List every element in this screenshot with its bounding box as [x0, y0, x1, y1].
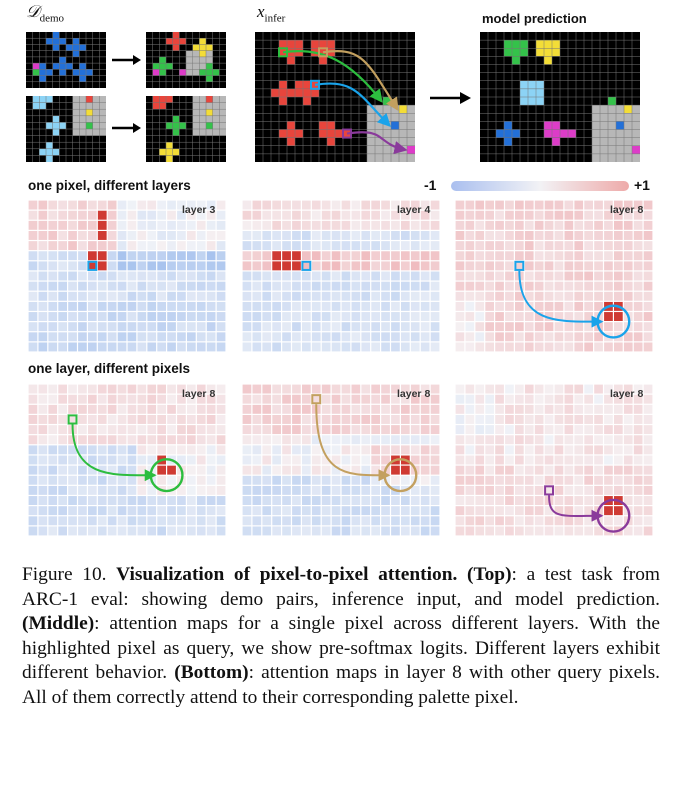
colorbar-max-label: +1 — [634, 177, 650, 193]
caption-middle-bold: (Middle) — [22, 613, 95, 635]
figure-caption — [22, 563, 660, 711]
inference-arrow — [430, 91, 472, 105]
bottom-section-title: one layer, different pixels — [28, 361, 191, 376]
attention-map-layer-3 — [28, 200, 226, 352]
demo-arrow-2 — [112, 122, 142, 134]
demo-arrow-1 — [112, 54, 142, 66]
demo-label — [26, 2, 64, 24]
caption-bottom-text: : attention maps in layer 8 with other query pixels. All of them correctly attend to their corresponding palette pixel. — [22, 662, 660, 708]
prediction-label: model prediction — [482, 11, 587, 26]
demo-subscript: demo — [39, 12, 65, 25]
attention-map-green-query — [28, 384, 226, 536]
caption-bottom-bold: (Bottom) — [174, 662, 249, 684]
layer-tag: layer 8 — [182, 388, 216, 400]
layer-tag: layer 8 — [397, 388, 431, 400]
layer-tag: layer 3 — [182, 204, 216, 216]
caption-prefix: Figure 10. — [22, 564, 117, 585]
caption-title: Visualization of pixel-to-pixel attention. — [116, 564, 458, 585]
attention-map-tan-query — [242, 384, 440, 536]
colorbar-min-label: -1 — [424, 177, 437, 193]
demo-output-2 — [146, 96, 226, 162]
layer-tag: layer 8 — [610, 388, 644, 400]
attention-map-purple-query — [455, 384, 653, 536]
infer-subscript: infer — [264, 12, 286, 25]
demo-symbol: 𝒟 — [26, 2, 40, 21]
layer-tag: layer 4 — [397, 204, 431, 216]
inference-input-grid — [255, 32, 415, 162]
prediction-grid — [480, 32, 640, 162]
layer-tag: layer 8 — [610, 204, 644, 216]
attention-map-layer-8 — [455, 200, 653, 352]
colorbar — [451, 181, 629, 191]
caption-middle-text: : attention maps for a single pixel across different layers. With the highlighted pixel as query, we show pre-softmax logits. Different layers exhibit different behavior. — [22, 613, 660, 684]
infer-symbol: x — [257, 2, 265, 21]
attention-map-layer-4 — [242, 200, 440, 352]
demo-input-1 — [26, 32, 106, 88]
middle-section-title: one pixel, different layers — [28, 178, 191, 193]
caption-top-text: : a test task from ARC-1 eval: showing demo pairs, inference input, and model prediction. — [22, 564, 660, 610]
infer-label — [257, 2, 285, 24]
demo-output-1 — [146, 32, 226, 88]
demo-input-2 — [26, 96, 106, 162]
caption-top-bold: (Top) — [467, 564, 512, 585]
